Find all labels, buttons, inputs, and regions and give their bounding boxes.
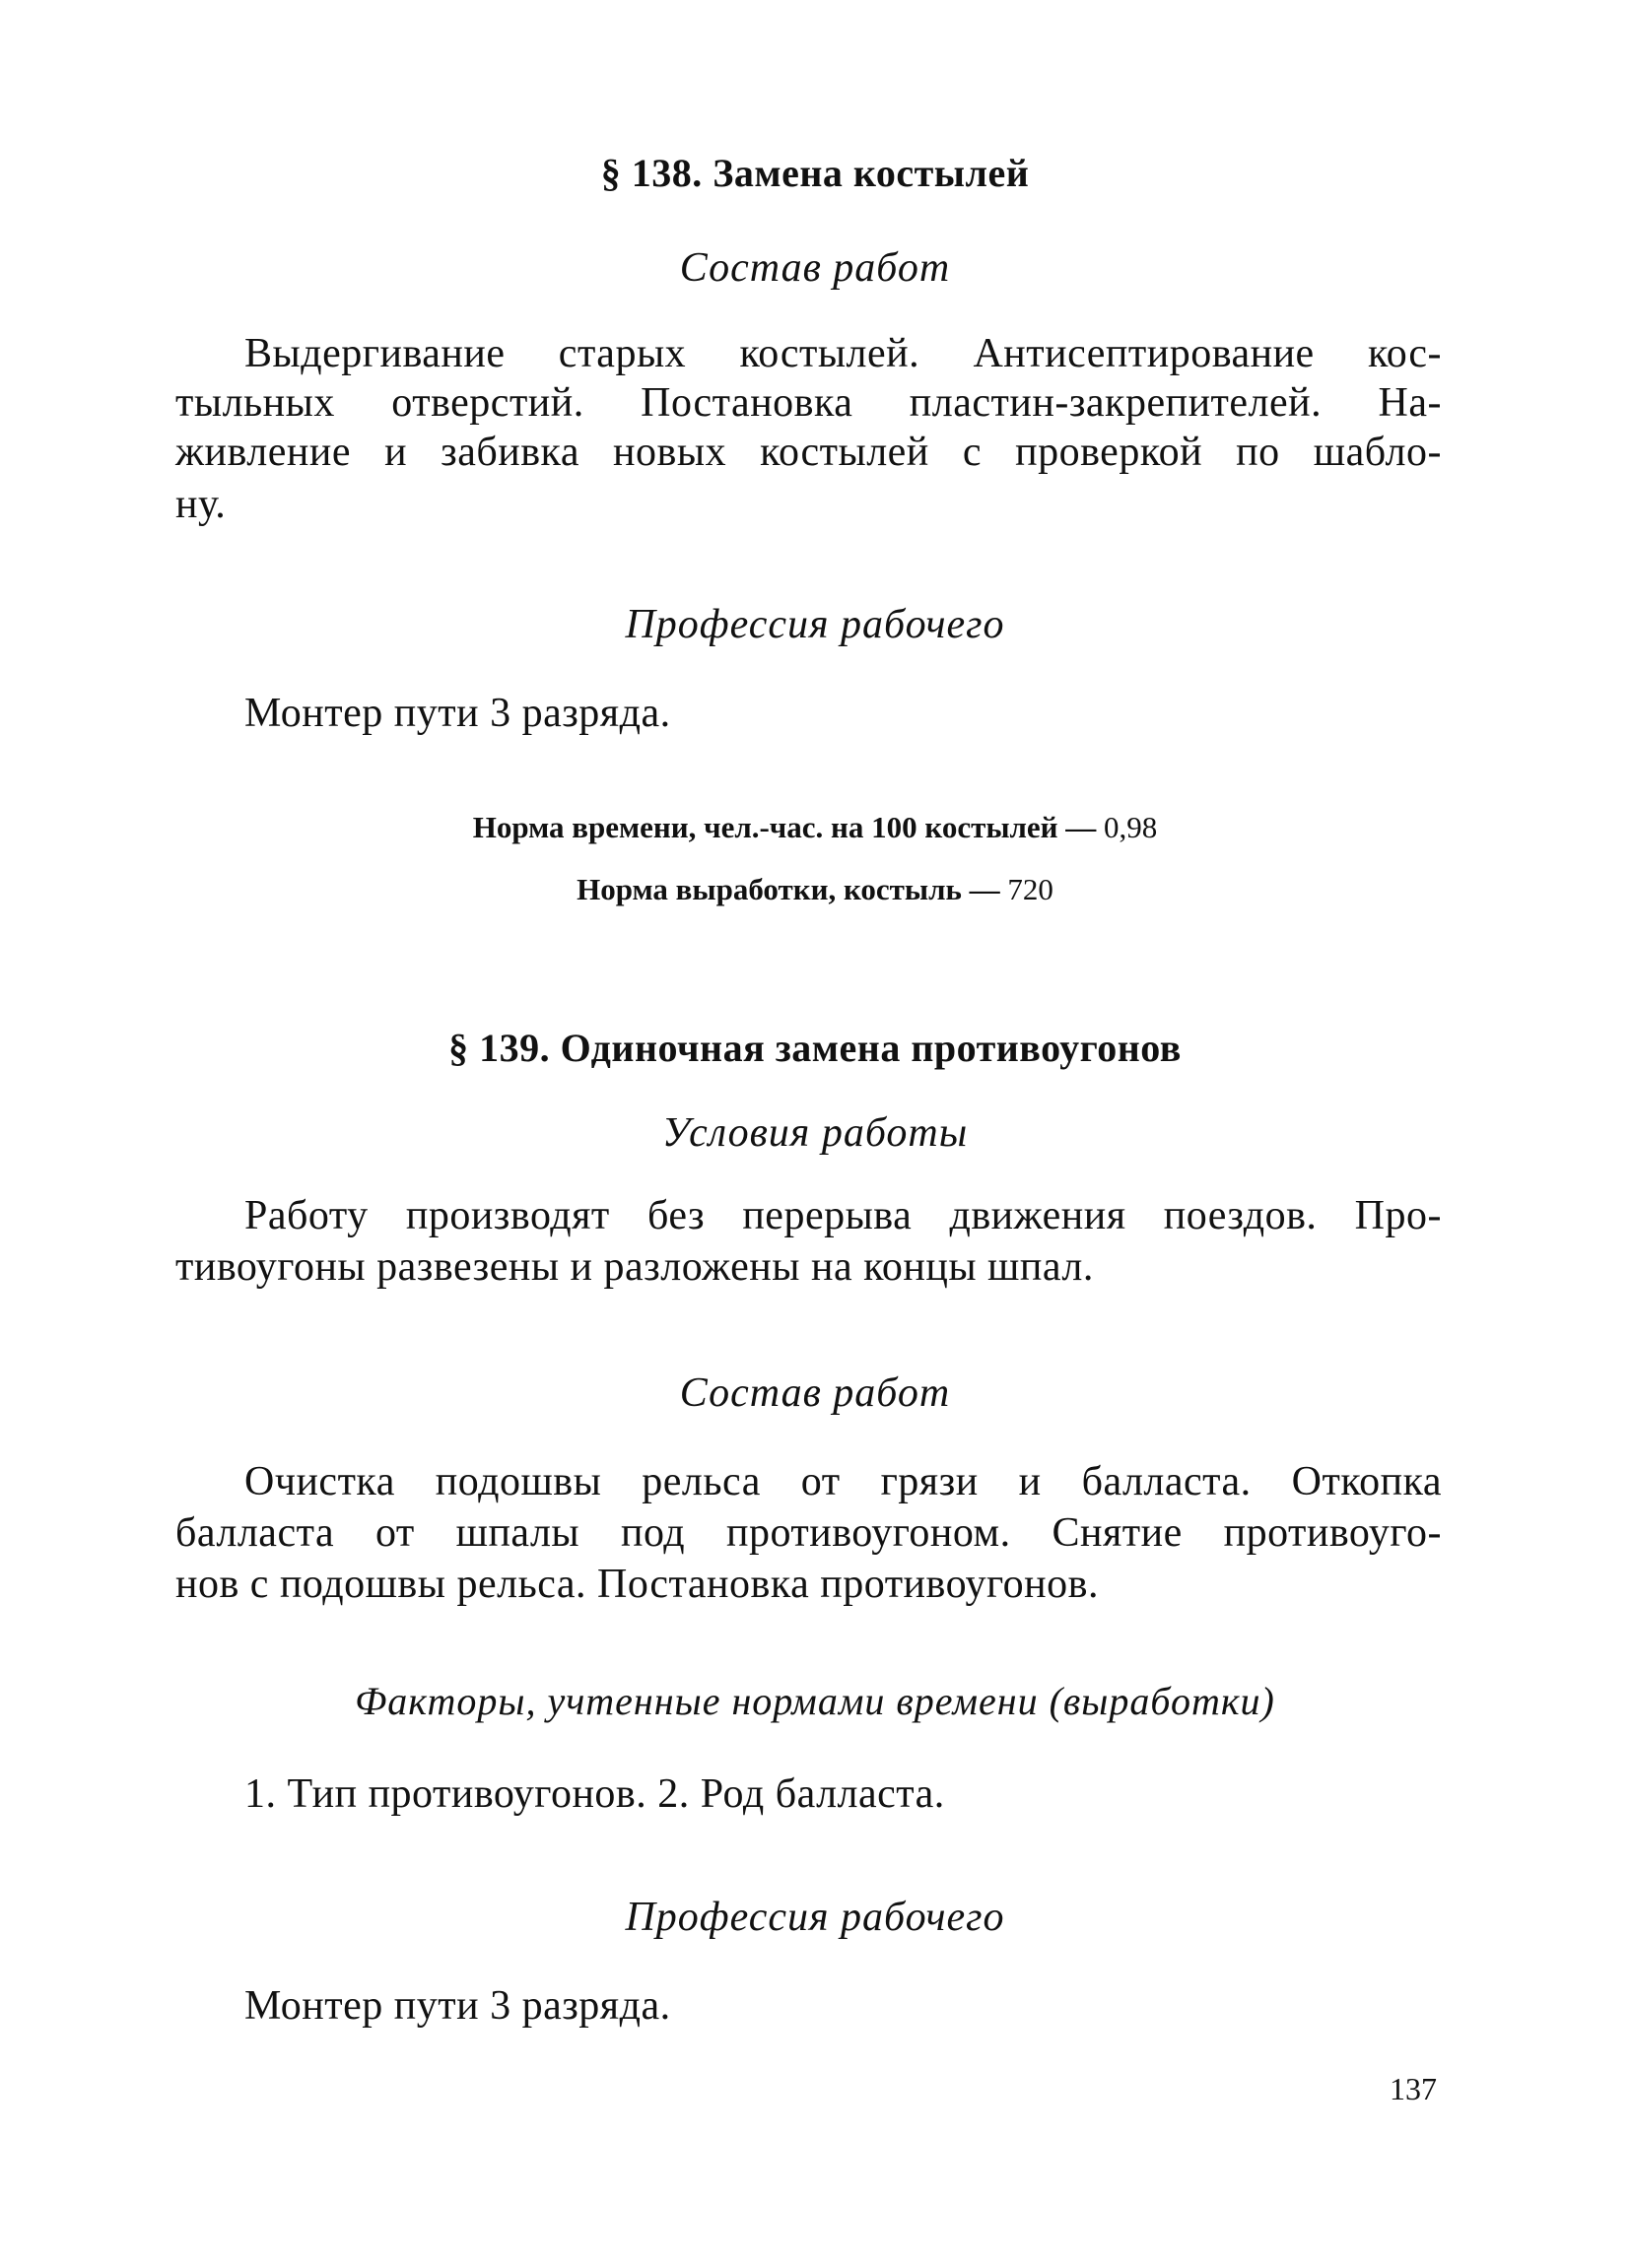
page-number: 137	[1390, 2071, 1437, 2106]
section-139-factors-heading: Факторы, учтенные нормами времени (выработки)	[355, 1679, 1275, 1723]
section-138-profession-heading: Профессия рабочего	[625, 602, 1005, 647]
section-138-composition-line-3: живление и забивка новых костылей с проверкой по шабло-	[175, 430, 1442, 475]
norm-time-value: 0,98	[1104, 810, 1158, 844]
norm-output-value: 720	[1007, 872, 1053, 906]
section-138-norm-output	[0, 872, 1630, 907]
section-138-composition-line-2: тыльных отверстий. Постановка пластин-закрепителей. На-	[175, 380, 1442, 426]
section-138-norm-time	[0, 810, 1630, 845]
section-138-profession-text: Монтер пути 3 разряда.	[244, 691, 671, 736]
section-139-composition-line-1: Очистка подошвы рельса от грязи и балласта. Откопка	[244, 1459, 1442, 1504]
section-139-composition-line-3: нов с подошвы рельса. Постановка противоугонов.	[175, 1562, 1099, 1607]
norm-output-label: Норма выработки, костыль —	[577, 872, 1000, 906]
section-139-conditions-heading: Условия работы	[661, 1110, 969, 1156]
section-139-title: § 139. Одиночная замена противоугонов	[448, 1026, 1182, 1070]
section-139-factors-text: 1. Тип противоугонов. 2. Род балласта.	[244, 1771, 945, 1817]
section-139-conditions-line-1: Работу производят без перерыва движения поездов. Про-	[244, 1193, 1442, 1238]
section-139-composition-line-2: балласта от шпалы под противоугоном. Снятие противоуго-	[175, 1510, 1442, 1556]
section-138-composition-line-4: ну.	[175, 482, 227, 527]
section-139-composition-heading: Состав работ	[679, 1370, 951, 1416]
section-138-composition-heading: Состав работ	[679, 245, 951, 291]
section-138-composition-line-1: Выдергивание старых костылей. Антисептирование кос-	[244, 331, 1442, 376]
section-139-conditions-line-2: тивоугоны развезены и разложены на концы шпал.	[175, 1244, 1094, 1290]
section-139-profession-heading: Профессия рабочего	[625, 1895, 1005, 1940]
section-138-title: § 138. Замена костылей	[600, 151, 1030, 195]
section-139-profession-text: Монтер пути 3 разряда.	[244, 1983, 671, 2029]
norm-time-label: Норма времени, чел.-час. на 100 костылей —	[472, 810, 1097, 844]
